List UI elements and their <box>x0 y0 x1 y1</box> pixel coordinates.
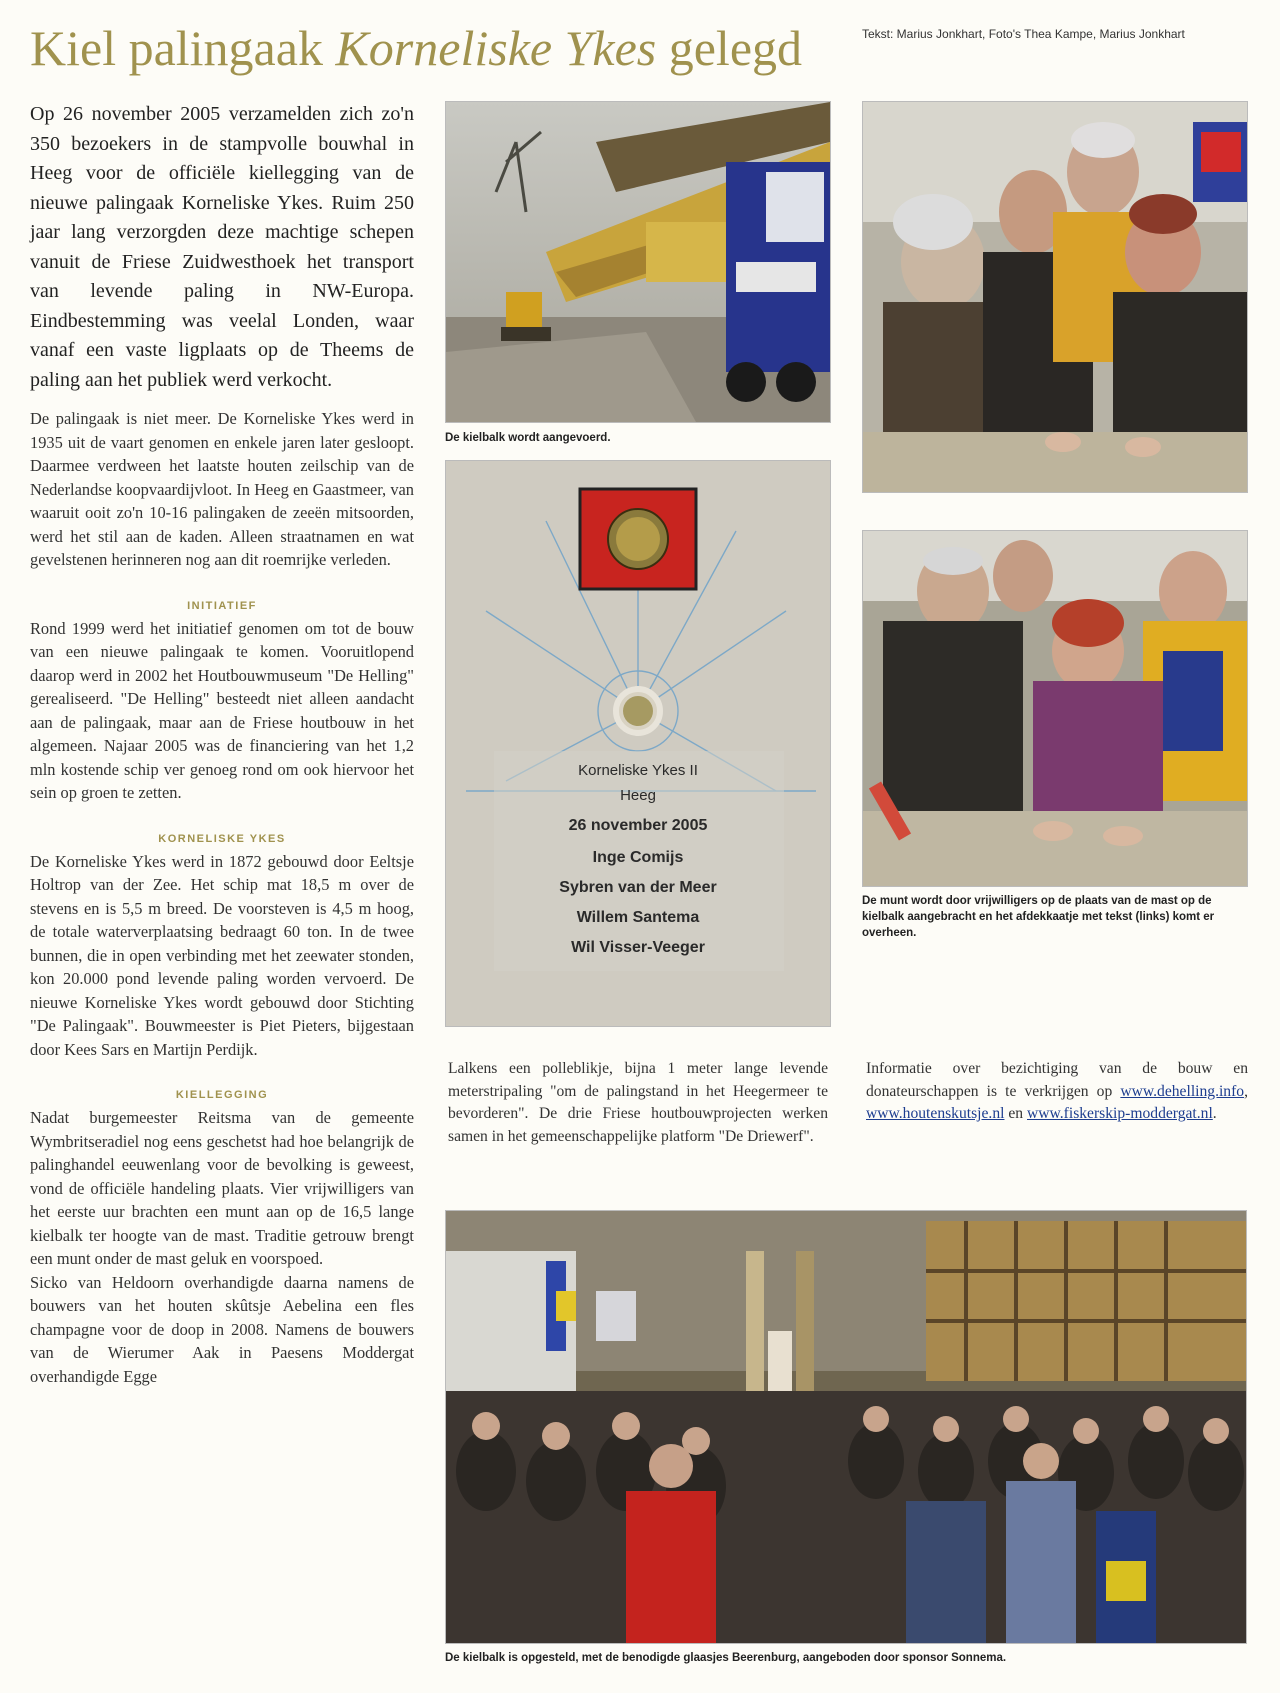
plaque-line-7: Wil Visser-Veeger <box>571 939 705 956</box>
paragraph-3: De Korneliske Ykes werd in 1872 gebouwd door Eeltsje Holtrop van der Zee. Het schip mat 18,5 m over de stevens en is 5,5 m breed. De voorsteven is 4,5 m hoog, de totale waterverplaatsing bedraagt 60 ton. In de twee bunnen, die in open verbinding met het zeewater stonden, kon 20.000 pond levende paling worden vervoerd. De nieuwe Korneliske Ykes wordt gebouwd door Stichting "De Palingaak". Bouwmeester is Piet Pieters, bijgestaan door Kees Sars en Martijn Perdijk. <box>30 851 414 1059</box>
photo-volunteers-1 <box>862 101 1248 493</box>
paragraph-4: Nadat burgemeester Reitsma van de gemeente Wymbritseradiel nog eens geschetst had hoe belangrijk de palinghandel eeuwenlang voor de bevolking is geweest, vond de officiële handeling plaats. Vier vrijwilligers van het eerste uur brachten een munt aan op de 16,5 lange kielbalk ter hoogte van de mast. Traditie getrouw brengt een munt onder de mast geluk en voorspoed. <box>30 1108 414 1268</box>
title-part-1: Kiel palingaak <box>30 20 323 76</box>
plaque-line-2: Heeg <box>620 787 656 804</box>
link-fiskerskip[interactable]: www.fiskerskip-moddergat.nl <box>1027 1105 1213 1122</box>
section-heading-initiatief: INITIATIEF <box>187 599 257 612</box>
plaque-inscription <box>446 759 830 963</box>
link-dehelling[interactable]: www.dehelling.info <box>1120 1082 1245 1100</box>
plaque-line-6: Willem Santema <box>576 909 700 926</box>
caption-coin-placement: De munt wordt door vrijwilligers op de plaats van de mast op de kielbalk aangebracht en het afdekkaatje met tekst (links) komt er overheen. <box>862 895 1215 939</box>
section-heading-korneliske-ykes: KORNELISKE YKES <box>158 832 286 845</box>
link-houtenskutsje[interactable]: www.houtenskutsje.nl <box>866 1105 1005 1122</box>
title-part-2: gelegd <box>668 20 803 76</box>
photo-hall-crowd <box>445 1210 1247 1644</box>
paragraph-2: Rond 1999 werd het initiatief genomen om tot de bouw van een nieuwe palingaak te komen. Vooruitlopend daarop werd in 2002 het Houtbouwmuseum "De Helling" gerealiseerd. "De Helling" besteedt niet alleen aandacht aan de palingaak, maar aan de Friese houtbouw in het algemeen. Najaar 2005 was de financiering van het 1,2 mln kostende schip ver genoeg rond om ook hiervoor het sein op groen te zetten. <box>30 618 414 802</box>
info-text: Informatie over bezichtiging van de bouw en donateurschappen is te verkrijgen op <box>866 1060 1248 1100</box>
photo-plaque <box>445 460 831 1027</box>
article-title <box>30 18 830 78</box>
caption-hall: De kielbalk is opgesteld, met de benodigde glaasjes Beerenburg, aangeboden door sponsor Sonnema. <box>445 1652 1007 1664</box>
info-separator: , <box>1244 1082 1248 1100</box>
info-box <box>866 1058 1248 1126</box>
text-column-1 <box>30 100 414 1388</box>
photo-credits: Tekst: Marius Jonkhart, Foto's Thea Kampe, Marius Jonkhart <box>862 27 1185 41</box>
plaque-line-3: 26 november 2005 <box>568 817 708 834</box>
title-ship-name: Korneliske Ykes <box>335 20 657 76</box>
info-and: en <box>1008 1105 1024 1122</box>
continued-paragraph: Lalkens een polleblikje, bijna 1 meter lange levende meterstripaling "om de palingstand in het Heegermeer te bevorderen". De drie Friese houtbouwprojecten werken samen in het gemeenschappelijke platform "De Driewerf". <box>448 1060 828 1145</box>
paragraph-5: Sicko van Heldoorn overhandigde daarna namens de bouwers van het houten skûtsje Aebelina een fles champagne voor de doop in 2008. Namens de bouwers van de Wierumer Aak in Paesens Moddergat overhandigde Egge <box>30 1272 414 1386</box>
section-heading-kiellegging: KIELLEGGING <box>175 1089 269 1101</box>
info-end: . <box>1212 1105 1217 1122</box>
plaque-line-1: Korneliske Ykes II <box>578 762 698 779</box>
plaque-line-4: Inge Comijs <box>592 849 684 866</box>
paragraph-1: De palingaak is niet meer. De Korneliske Ykes werd in 1935 uit de vaart genomen en enkele jaren later gesloopt. Daarmee verdween het laatste houten zeilschip van de Nederlandse koopvaardijvloot. In Heeg en Gaastmeer, van waaruit ooit zo'n 10-16 palingaken de zeeën mitsoorden, werd het stil aan de kaden. Alleen straatnamen en wat gevelstenen herinneren nog aan dit roemrijke verleden. <box>30 409 414 569</box>
photo-volunteers-2 <box>862 530 1248 887</box>
plaque-line-5: Sybren van der Meer <box>559 879 717 896</box>
caption-keel-delivery: De kielbalk wordt aangevoerd. <box>445 432 611 444</box>
lead-paragraph: Op 26 november 2005 verzamelden zich zo'n 350 bezoekers in de stampvolle bouwhal in Heeg voor de officiële kiellegging van de nieuwe palingaak Korneliske Ykes. Ruim 250 jaar lang verzorgden deze machtige schepen vanuit de Friese Zuidwesthoek het transport van levende paling in NW-Europa. Eindbestemming was veelal Londen, waar vanaf een vaste ligplaats op de Theems de paling aan het publiek werd verkocht. <box>30 103 414 391</box>
photo-keel-delivery <box>445 101 831 423</box>
